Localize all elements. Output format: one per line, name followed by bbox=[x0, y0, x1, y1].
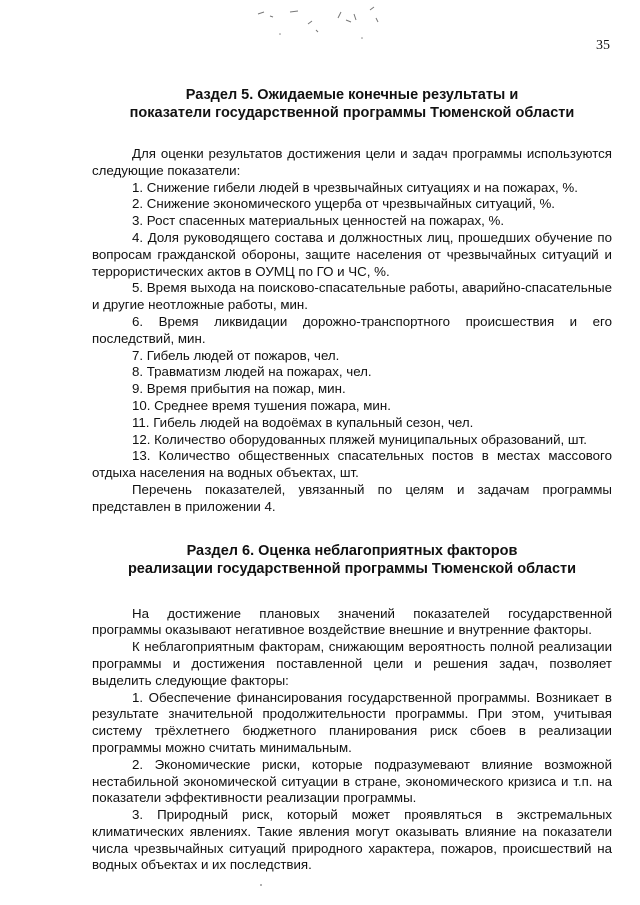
section-5-intro: Для оценки результатов достижения цели и задач программы используются следующие показатели: bbox=[92, 146, 612, 178]
indicator-list bbox=[92, 180, 612, 482]
paragraph: 3. Природный риск, который может проявляться в экстремальных климатических явлениях. Такие явления могут оказывать влияние на показатели числа чрезвычайных ситуаций природного характера, пожаров, происшествий на водных объектах и их последствия. bbox=[92, 807, 612, 873]
section-5-title-line1: Раздел 5. Ожидаемые конечные результаты и bbox=[185, 87, 519, 103]
list-item: 3. Рост спасенных материальных ценностей на пожарах, %. bbox=[132, 213, 505, 229]
section-6-title bbox=[92, 542, 612, 578]
section-5-title-line2: показатели государственной программы Тюменской области bbox=[129, 105, 575, 121]
scan-artifacts bbox=[250, 4, 400, 44]
page-content bbox=[92, 86, 612, 874]
paragraph: На достижение плановых значений показателей государственной программы оказывают негативное воздействие внешние и внутренние факторы. bbox=[92, 605, 612, 638]
list-item: 4. Доля руководящего состава и должностных лиц, прошедших обучение по вопросам гражданской обороны, защите населения от чрезвычайных ситуаций и террористических актов в ОУМЦ по ГО и ЧС, %. bbox=[92, 229, 612, 279]
list-item: 12. Количество оборудованных пляжей муниципальных образований, шт. bbox=[132, 431, 587, 447]
list-item: 6. Время ликвидации дорожно-транспортного происшествия и его последствий, мин. bbox=[92, 313, 612, 346]
list-item: 9. Время прибытия на пожар, мин. bbox=[132, 381, 346, 397]
section-5-closing: Перечень показателей, увязанный по целям и задачам программы представлен в приложении 4. bbox=[92, 481, 612, 514]
list-item: 10. Среднее время тушения пожара, мин. bbox=[132, 397, 391, 413]
list-item: 2. Снижение экономического ущерба от чрезвычайных ситуаций, %. bbox=[132, 196, 555, 212]
section-5-title bbox=[92, 86, 612, 122]
page-number: 35 bbox=[596, 38, 610, 53]
list-item: 7. Гибель людей от пожаров, чел. bbox=[132, 347, 340, 363]
paragraph: 1. Обеспечение финансирования государственной программы. Возникает в результате значительной продолжительности программы. При этом, учитывая систему трёхлетнего бюджетного планирования риск сбоев в реализации программы можно считать минимальным. bbox=[92, 689, 612, 755]
list-item: 11. Гибель людей на водоёмах в купальный сезон, чел. bbox=[132, 414, 474, 430]
list-item: 1. Снижение гибели людей в чрезвычайных ситуациях и на пожарах, %. bbox=[132, 179, 578, 195]
paragraph: 2. Экономические риски, которые подразумевают влияние возможной нестабильной экономической ситуации в стране, экономического кризиса и т.п. на показатели эффективности реализации программы. bbox=[92, 756, 612, 806]
list-item: 13. Количество общественных спасательных постов в местах массового отдыха населения на водных объектах, шт. bbox=[92, 448, 612, 481]
list-item: 5. Время выхода на поисково-спасательные работы, аварийно-спасательные и другие неотложные работы, мин. bbox=[92, 280, 612, 313]
paragraph: К неблагоприятным факторам, снижающим вероятность полной реализации программы и достижения поставленной цели и решения задач, позволяет выделить следующие факторы: bbox=[92, 639, 612, 688]
list-item: 8. Травматизм людей на пожарах, чел. bbox=[132, 364, 372, 380]
scan-speck bbox=[258, 882, 264, 888]
section-6-title-line2: реализации государственной программы Тюменской области bbox=[127, 560, 577, 577]
section-6-title-line1: Раздел 6. Оценка неблагоприятных факторов bbox=[186, 542, 518, 559]
section-6-body bbox=[92, 606, 612, 875]
